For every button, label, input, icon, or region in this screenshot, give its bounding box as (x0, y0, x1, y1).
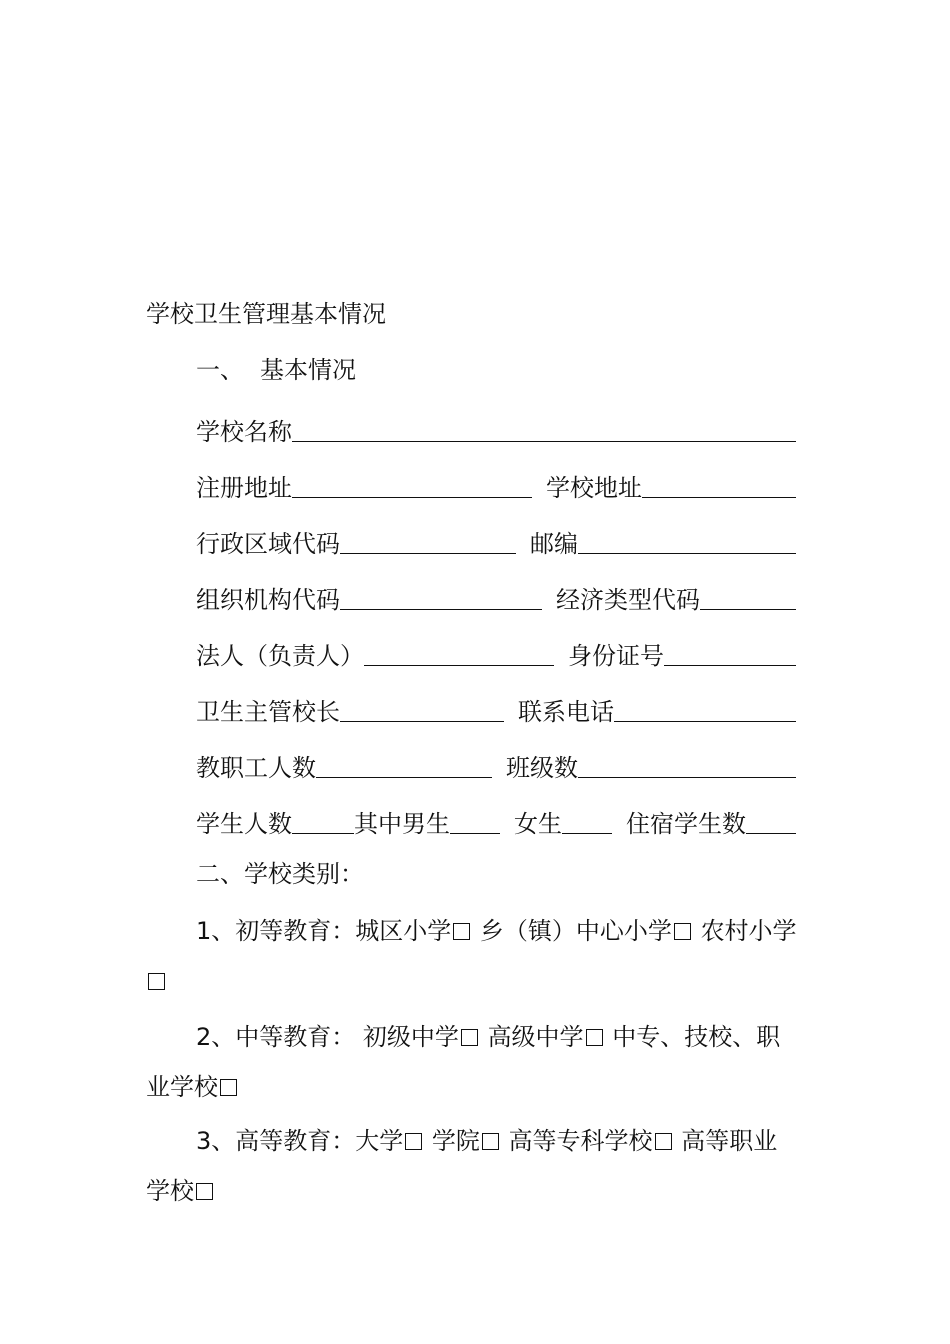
boarding-count-blank[interactable] (746, 833, 796, 834)
checkbox-township-primary[interactable] (674, 923, 691, 940)
primary-option-rural: 农村小学 (700, 917, 797, 945)
student-count-blank[interactable] (292, 833, 354, 834)
field-row-students (196, 806, 796, 836)
student-count-label: 学生人数 (196, 810, 292, 838)
field-row-staff (196, 750, 796, 780)
checkbox-vocational-college[interactable] (196, 1183, 213, 1200)
boarding-count-label: 住宿学生数 (626, 810, 746, 838)
admin-code-label: 行政区域代码 (196, 530, 340, 558)
secondary-option-vocational: 中专、技校、职业学校 (146, 1023, 781, 1101)
category-secondary (146, 1012, 798, 1112)
econ-code-label: 经济类型代码 (556, 586, 700, 614)
health-principal-label: 卫生主管校长 (196, 698, 340, 726)
school-name-blank[interactable] (292, 441, 796, 442)
checkbox-urban-primary[interactable] (453, 923, 470, 940)
staff-count-label: 教职工人数 (196, 754, 316, 782)
field-row-address (196, 470, 796, 500)
class-count-blank[interactable] (578, 777, 796, 778)
legal-person-blank[interactable] (364, 665, 554, 666)
primary-label: 1、初等教育： (196, 917, 356, 945)
checkbox-vocational[interactable] (220, 1079, 237, 1096)
document-title: 学校卫生管理基本情况 (146, 300, 386, 328)
org-code-blank[interactable] (340, 609, 542, 610)
higher-option-college: 学院 (431, 1127, 480, 1155)
checkbox-junior-college[interactable] (655, 1133, 672, 1150)
staff-count-blank[interactable] (316, 777, 492, 778)
section-heading-category: 二、学校类别： (196, 860, 364, 888)
org-code-label: 组织机构代码 (196, 586, 340, 614)
male-count-blank[interactable] (450, 833, 500, 834)
legal-person-label: 法人（负责人） (196, 642, 364, 670)
field-row-org-code (196, 582, 796, 612)
higher-label: 3、高等教育： (196, 1127, 356, 1155)
secondary-option-junior: 初级中学 (362, 1023, 459, 1051)
section-number: 一、 (196, 356, 244, 384)
phone-label: 联系电话 (518, 698, 614, 726)
field-row-legal-person (196, 638, 796, 668)
econ-code-blank[interactable] (700, 609, 796, 610)
female-count-label: 女生 (514, 810, 562, 838)
field-row-school-name (196, 414, 796, 444)
section-heading-basic-info (196, 358, 356, 382)
class-count-label: 班级数 (506, 754, 578, 782)
category-higher (146, 1116, 798, 1216)
section-title: 基本情况 (260, 356, 356, 384)
male-count-label: 其中男生 (354, 810, 450, 838)
id-number-label: 身份证号 (568, 642, 664, 670)
id-number-blank[interactable] (664, 665, 796, 666)
female-count-blank[interactable] (562, 833, 612, 834)
category-primary (146, 906, 798, 1006)
checkbox-rural-primary[interactable] (148, 973, 165, 990)
postcode-blank[interactable] (578, 553, 796, 554)
secondary-option-senior: 高级中学 (487, 1023, 584, 1051)
primary-option-township: 乡（镇）中心小学 (479, 917, 672, 945)
checkbox-junior-middle[interactable] (461, 1029, 478, 1046)
checkbox-university[interactable] (405, 1133, 422, 1150)
checkbox-college[interactable] (482, 1133, 499, 1150)
postcode-label: 邮编 (530, 530, 578, 558)
higher-option-junior-college: 高等专科学校 (508, 1127, 653, 1155)
admin-code-blank[interactable] (340, 553, 516, 554)
field-row-health-principal (196, 694, 796, 724)
higher-option-vocational-college: 高等职业学校 (146, 1127, 778, 1205)
field-row-admin-code (196, 526, 796, 556)
school-address-blank[interactable] (642, 497, 796, 498)
health-principal-blank[interactable] (340, 721, 504, 722)
school-address-label: 学校地址 (546, 474, 642, 502)
primary-option-urban: 城区小学 (355, 917, 452, 945)
checkbox-senior-middle[interactable] (586, 1029, 603, 1046)
phone-blank[interactable] (614, 721, 796, 722)
registered-address-blank[interactable] (292, 497, 532, 498)
secondary-label: 2、中等教育： (196, 1023, 356, 1051)
school-name-label: 学校名称 (196, 418, 292, 446)
registered-address-label: 注册地址 (196, 474, 292, 502)
higher-option-university: 大学 (355, 1127, 404, 1155)
